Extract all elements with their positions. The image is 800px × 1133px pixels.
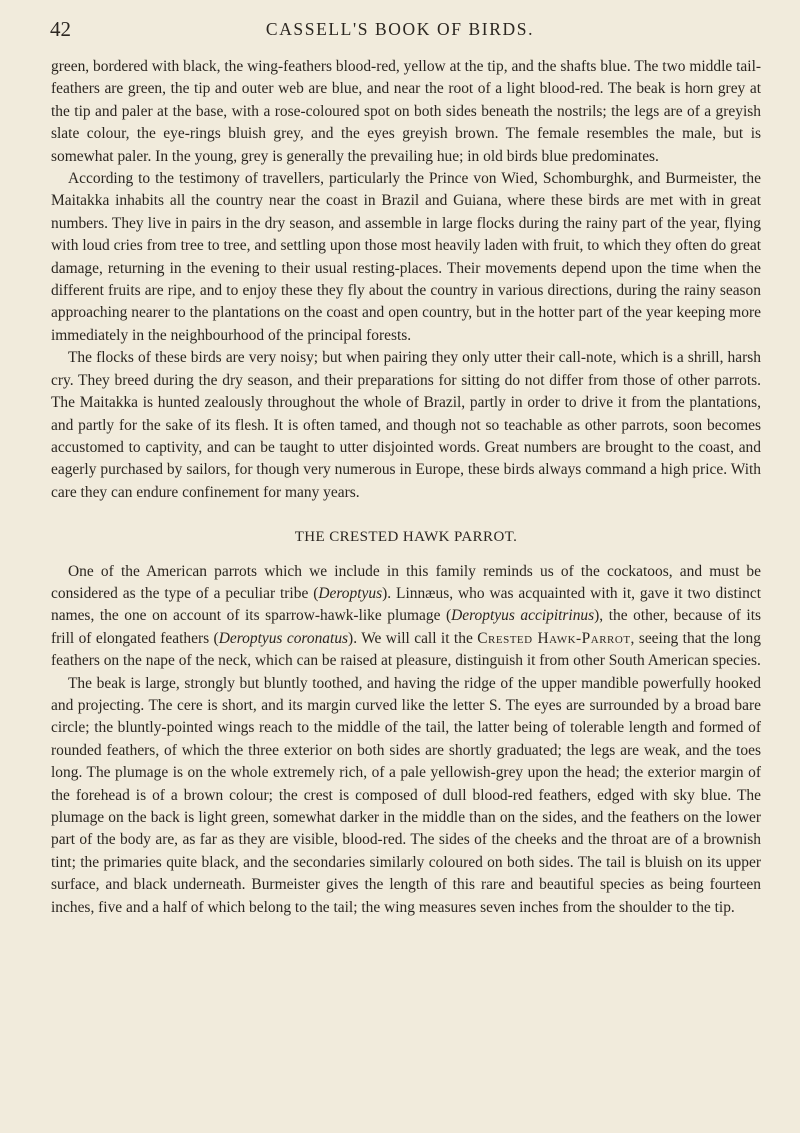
- paragraph-4: [51, 561, 761, 673]
- paragraph-3: The flocks of these birds are very noisy; but when pairing they only utter their call-note, which is a shrill, harsh cry. They breed during the dry season, and their preparations for sitting do not differ from those of other parrots. The Maitakka is hunted zealously throughout the whole of Brazil, partly in order to drive it from the plantations, and partly for the sake of its flesh. It is often tamed, and though not so teachable as other parrots, soon becomes accustomed to captivity, and can be taught to utter disjointed words. Great numbers are brought to the coast, and eagerly purchased by sailors, for though very numerous in Europe, these birds always command a high price. With care they can endure confinement for many years.: [51, 349, 761, 501]
- page-header: [50, 14, 750, 44]
- p4-species-accipitrinus: Deroptyus accipitrinus: [451, 607, 595, 625]
- p4-text-c: ), the other, because of its frill of elongated feathers (: [51, 607, 761, 647]
- p4-text-a: One of the American parrots which we include in this family reminds us of the cockatoos, and must be considered as the type of a peculiar tribe (: [51, 562, 761, 602]
- p4-text-b: ). Linnæus, who was acquainted with it, gave it two distinct names, the one on account of its sparrow-hawk-like plumage (: [51, 584, 761, 625]
- paragraph-2: According to the testimony of travellers, particularly the Prince von Wied, Schomburghk, and Burmeister, the Maitakka inhabits all the country near the coast in Brazil and Guiana, where these birds are met with in great numbers. They live in pairs in the dry season, and assemble in large flocks during the rainy part of the year, flying with loud cries from tree to tree, and settling upon those most heavily laden with fruit, to which they often do great damage, returning in the evening to their usual resting-places. Their movements depend upon the time when the different fruits are ripe, and to enjoy these they fly about the country in various directions, during the rainy season approaching nearer to the plantations on the coast and open country, but in the hotter part of the year keeping more immediately in the neighbourhood of the principal forests.: [51, 170, 761, 344]
- p4-text-d: ). We will call it the: [348, 629, 478, 647]
- paragraph-1: green, bordered with black, the wing-feathers blood-red, yellow at the tip, and the shafts blue. The two middle tail-feathers are green, the tip and outer web are blue, and near the root of a light blood-red. The beak is horn grey at the tip and paler at the base, with a rose-coloured spot on both sides beneath the nostrils; the legs are of a greyish slate colour, the eye-rings bluish grey, and the eyes greyish brown. The female resembles the male, but is somewhat paler. In the young, grey is generally the prevailing hue; in old birds blue predominates.: [51, 58, 761, 165]
- running-title: CASSELL'S BOOK OF BIRDS.: [265, 19, 535, 39]
- section-heading: THE CRESTED HAWK PARROT.: [294, 529, 518, 546]
- p4-genus-name: Deroptyus: [318, 584, 383, 602]
- p4-text-e: , seeing that the long feathers on the nape of the neck, which can be raised at pleasure, distinguish it from other South American species.: [51, 629, 761, 670]
- paragraph-5: The beak is large, strongly but bluntly toothed, and having the ridge of the upper mandible powerfully hooked and projecting. The cere is short, and its margin curved like the letter S. The eyes are surrounded by a broad bare circle; the bluntly-pointed wings reach to the middle of the tail, the latter being of tolerable length and formed of rounded feathers, of which the three exterior on both sides are shortly graduated; the legs are weak, and the toes long. The plumage is on the whole extremely rich, of a pale yellowish-grey upon the head; the exterior margin of the forehead is of a brown colour; the crest is composed of dull blood-red feathers, edged with sky blue. The plumage on the back is light green, somewhat darker in the middle than on the sides, and the feathers on the lower part of the body are, as far as they are visible, blood-red. The sides of the cheeks and the throat are of a brownish tint; the primaries quite black, and the secondaries similarly coloured on both sides. The tail is bluish on its upper surface, and black underneath. Burmeister gives the length of this rare and beautiful species as being fourteen inches, five and a half of which belong to the tail; the wing measures seven inches from the shoulder to the tip.: [51, 674, 761, 916]
- p4-species-coronatus: Deroptyus coronatus: [218, 629, 349, 647]
- page-number: 42: [50, 17, 71, 41]
- page-body: [51, 56, 761, 919]
- p4-common-name: Crested Hawk-Parrot: [477, 629, 631, 647]
